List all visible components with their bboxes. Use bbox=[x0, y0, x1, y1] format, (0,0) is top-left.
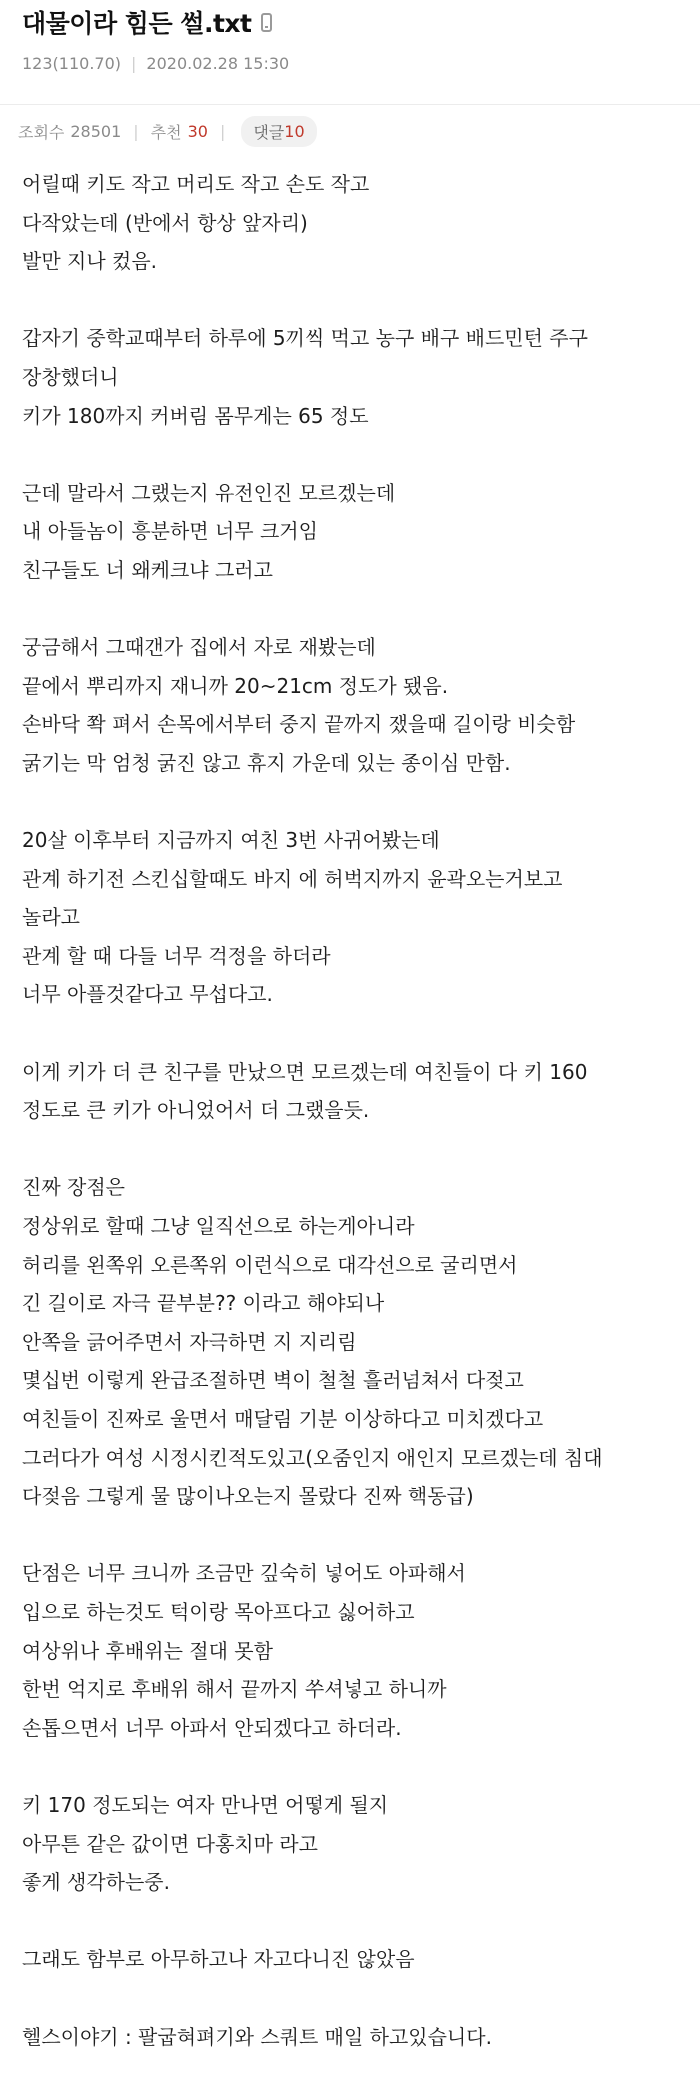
stats-separator: | bbox=[219, 121, 226, 141]
body-line: 다작았는데 (반에서 항상 앞자리) bbox=[22, 210, 308, 235]
blank-line bbox=[22, 590, 678, 629]
comments-label: 댓글 bbox=[253, 122, 285, 142]
body-line: 긴 길이로 자극 끝부분?? 이라고 해야되나 bbox=[22, 1291, 385, 1316]
body-line: 발만 지나 컸음. bbox=[22, 249, 157, 274]
blank-line bbox=[22, 1979, 678, 2018]
body-line: 다젖음 그렇게 물 많이나오는지 몰랐다 진짜 핵동급) bbox=[22, 1484, 474, 1509]
author-ip[interactable]: 123(110.70) bbox=[22, 53, 122, 73]
body-line: 관계 하기전 스킨십할때도 바지 에 허벅지까지 윤곽오는거보고 bbox=[22, 866, 563, 891]
body-line: 진짜 장점은 bbox=[22, 1175, 125, 1200]
blank-line bbox=[22, 1747, 678, 1786]
body-line: 20살 이후부터 지금까지 여친 3번 사귀어봤는데 bbox=[22, 828, 440, 853]
views-count: 28501 bbox=[70, 121, 122, 141]
body-line: 내 아들놈이 흥분하면 너무 크거임 bbox=[22, 519, 318, 544]
post-date: 2020.02.28 15:30 bbox=[146, 53, 290, 73]
body-line: 너무 아플것같다고 무섭다고. bbox=[22, 982, 273, 1007]
stats-separator: | bbox=[133, 121, 139, 141]
body-line: 어릴때 키도 작고 머리도 작고 손도 작고 bbox=[22, 172, 370, 196]
body-line: 키 170 정도되는 여자 만나면 어떻게 될지 bbox=[22, 1792, 389, 1817]
body-line: 한번 억지로 후배위 해서 끝까지 쑤셔넣고 하니까 bbox=[22, 1677, 447, 1702]
post-meta bbox=[22, 40, 678, 86]
meta-separator: | bbox=[131, 53, 137, 73]
comments-button[interactable] bbox=[241, 116, 316, 147]
blank-line bbox=[22, 1130, 678, 1169]
blank-line bbox=[22, 1902, 678, 1941]
body-line: 안쪽을 긁어주면서 자극하면 지 지리림 bbox=[22, 1329, 357, 1354]
body-line: 친구들도 너 왜케크냐 그러고 bbox=[22, 557, 273, 582]
blank-line bbox=[22, 783, 678, 822]
body-line: 굵기는 막 엄청 굵진 않고 휴지 가운데 있는 종이심 만함. bbox=[22, 750, 511, 775]
mobile-phone-icon bbox=[261, 13, 272, 32]
body-line: 여친들이 진짜로 울면서 매달림 기분 이상하다고 미치겠다고 bbox=[22, 1407, 544, 1431]
blank-line bbox=[22, 435, 678, 474]
body-line: 장창했더니 bbox=[22, 364, 119, 389]
body-line: 아무튼 같은 값이면 다홍치마 라고 bbox=[22, 1831, 318, 1856]
body-line: 입으로 하는것도 턱이랑 목아프다고 싫어하고 bbox=[22, 1599, 415, 1624]
post-header bbox=[0, 0, 700, 86]
body-line: 허리를 왼쪽위 오른쪽위 이런식으로 대각선으로 굴리면서 bbox=[22, 1252, 518, 1277]
body-line: 갑자기 중학교때부터 하루에 5끼씩 먹고 농구 배구 배드민턴 주구 bbox=[22, 326, 588, 351]
views-label: 조회수 bbox=[18, 122, 65, 142]
blank-line bbox=[22, 1516, 678, 1555]
body-line: 몇십번 이렇게 완급조절하면 벽이 철철 흘러넘쳐서 다젖고 bbox=[22, 1368, 524, 1393]
blank-line bbox=[22, 1014, 678, 1053]
body-line: 그래도 함부로 아무하고나 자고다니진 않았음 bbox=[22, 1947, 415, 1972]
body-line: 헬스이야기 : 팔굽혀펴기와 스쿼트 매일 하고있습니다. bbox=[22, 2024, 492, 2049]
body-line: 관계 할 때 다들 너무 걱정을 하더라 bbox=[22, 943, 331, 968]
body-line: 이게 키가 더 큰 친구를 만났으면 모르겠는데 여친들이 다 키 160 bbox=[22, 1059, 588, 1084]
body-line: 끝에서 뿌리까지 재니까 20~21cm 정도가 됐음. bbox=[22, 673, 449, 698]
body-line: 손바닥 쫙 펴서 손목에서부터 중지 끝까지 쟀을때 길이랑 비슷함 bbox=[22, 712, 576, 737]
recommend-label: 추천 bbox=[150, 122, 182, 142]
body-line: 손톱으면서 너무 아파서 안되겠다고 하더라. bbox=[22, 1715, 402, 1740]
title-row bbox=[22, 4, 678, 40]
post-stats bbox=[0, 105, 700, 157]
body-line: 여상위나 후배위는 절대 못함 bbox=[22, 1638, 273, 1663]
body-line: 좋게 생각하는중. bbox=[22, 1870, 170, 1895]
recommend-count: 30 bbox=[187, 121, 208, 141]
post-body bbox=[0, 157, 700, 2056]
comments-count: 10 bbox=[284, 121, 305, 141]
body-line: 놀라고 bbox=[22, 905, 80, 930]
body-line: 정도로 큰 키가 아니었어서 더 그랬을듯. bbox=[22, 1098, 370, 1123]
post-title: 대물이라 힘든 썰.txt bbox=[22, 9, 252, 38]
blank-line bbox=[22, 281, 678, 320]
body-line: 그러다가 여성 시정시킨적도있고(오줌인지 애인지 모르겠는데 침대 bbox=[22, 1445, 603, 1470]
body-line: 궁금해서 그때갠가 집에서 자로 재봤는데 bbox=[22, 635, 376, 660]
body-line: 근데 말라서 그랬는지 유전인진 모르겠는데 bbox=[22, 480, 396, 505]
body-line: 단점은 너무 크니까 조금만 깊숙히 넣어도 아파해서 bbox=[22, 1561, 466, 1586]
body-line: 키가 180까지 커버림 몸무게는 65 정도 bbox=[22, 403, 369, 428]
body-line: 정상위로 할때 그냥 일직선으로 하는게아니라 bbox=[22, 1214, 415, 1239]
